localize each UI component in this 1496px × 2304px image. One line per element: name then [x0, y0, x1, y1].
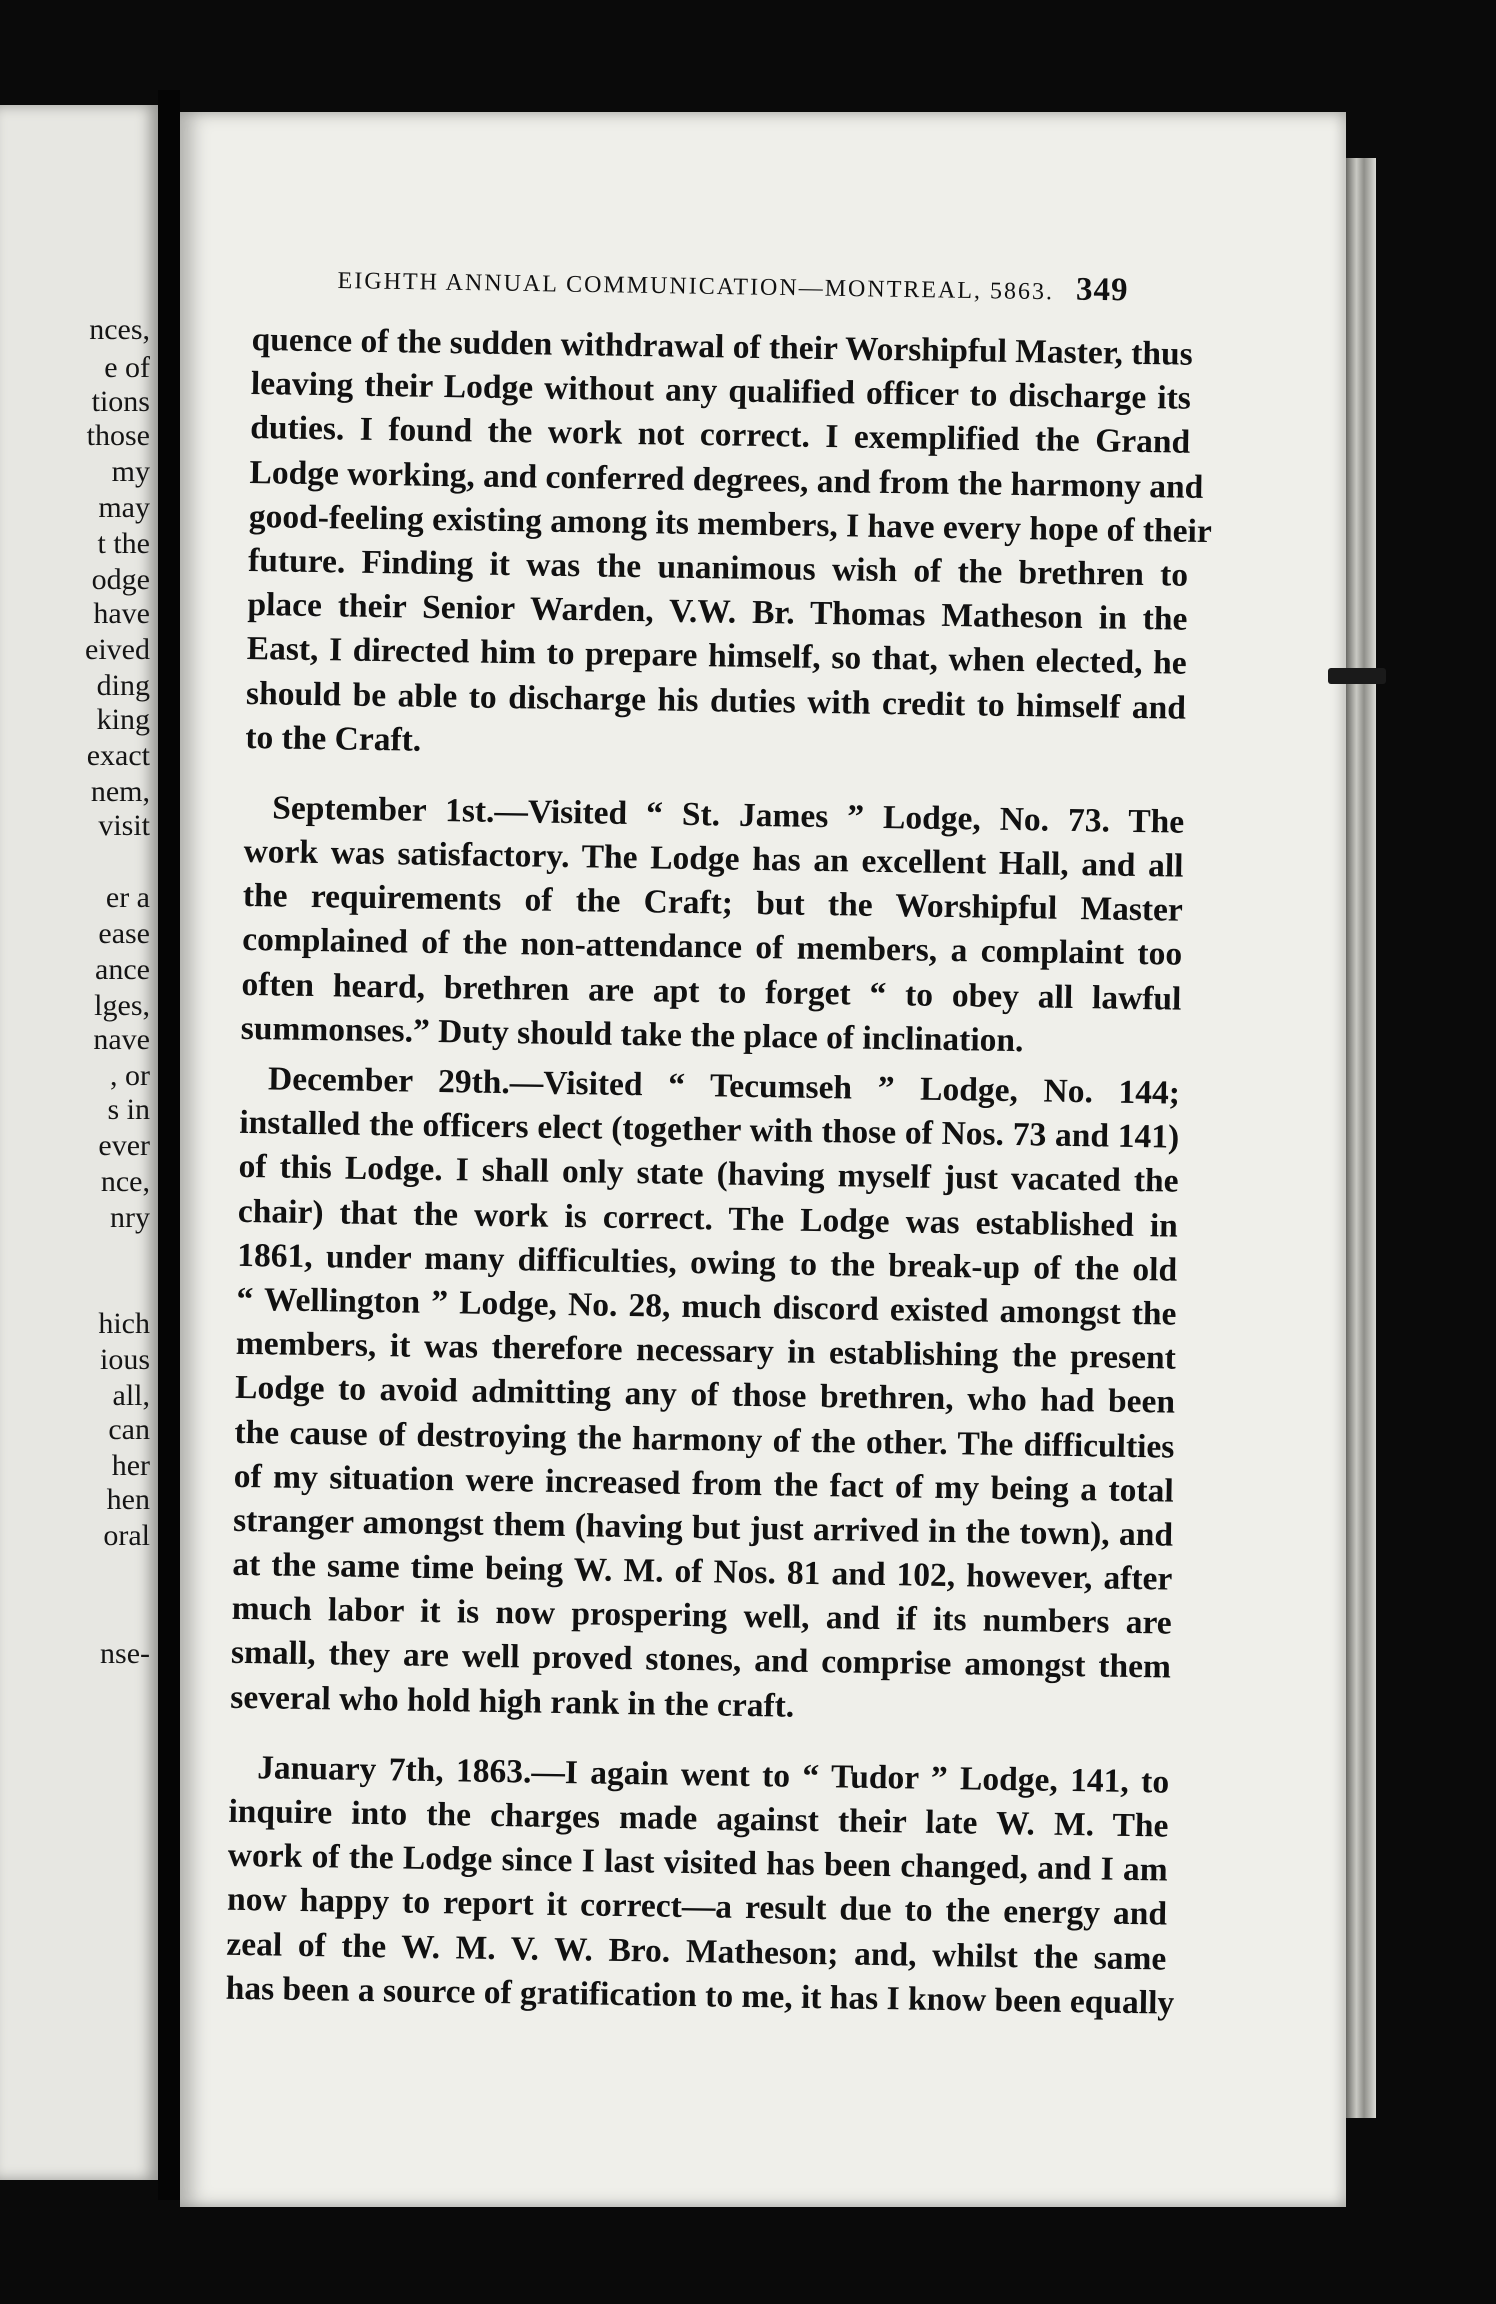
book-gutter: [158, 90, 180, 2200]
left-line: ever: [98, 1129, 150, 1162]
left-line: may: [98, 491, 150, 524]
left-line: nse-: [100, 1637, 150, 1670]
left-line: nry: [110, 1201, 150, 1234]
text-line: has been a source of gratification to me, it has I know been equally: [225, 1969, 1175, 2022]
text-line: complained of the non-attendance of members, a complaint too: [241, 921, 1183, 974]
text-line: future. Finding it was the unanimous wish of the brethren to: [247, 541, 1189, 594]
left-line: er a: [105, 881, 150, 914]
ribbon-marker: [1328, 668, 1386, 684]
paragraph: [240, 786, 1184, 1066]
left-line: e of: [104, 351, 150, 384]
body-text: [225, 318, 1213, 2025]
text-line: several who hold high rank in the craft.: [230, 1678, 795, 1725]
text-line: the cause of destroying the harmony of the other. The difficulties: [234, 1413, 1175, 1466]
text-line: now happy to report it correct—a result due to the energy and: [226, 1881, 1168, 1933]
left-line: nces,: [89, 313, 150, 346]
text-line: 1861, under many difficulties, owing to the break-up of the old: [236, 1236, 1178, 1289]
text-line: zeal of the W. M. V. W. Bro. Matheson; and, whilst the same: [226, 1925, 1167, 1978]
text-line: at the same time being W. M. of Nos. 81 and 102, however, after: [232, 1545, 1173, 1598]
left-line: , or: [110, 1059, 150, 1092]
left-line: king: [96, 703, 150, 736]
left-line: nave: [93, 1023, 150, 1056]
left-line: lges,: [94, 989, 150, 1022]
text-line: of my situation were increased from the fact of my being a total: [233, 1457, 1174, 1510]
left-line: hich: [98, 1307, 150, 1340]
left-line: all,: [112, 1379, 150, 1412]
left-line: nce,: [100, 1165, 150, 1198]
left-line: those: [86, 419, 150, 452]
left-line: ease: [98, 917, 150, 950]
text-line: Lodge working, and conferred degrees, and from the harmony and: [249, 453, 1204, 506]
text-line: stranger amongst them (having but just arrived in the town), and: [232, 1501, 1174, 1554]
paragraph: [225, 1746, 1175, 2026]
running-head: [337, 260, 1217, 311]
text-line: December 29th.—Visited “ Tecumseh ” Lodge, No. 144;: [267, 1060, 1181, 1112]
paragraph: [230, 1057, 1180, 1734]
text-line: “ Wellington ” Lodge, No. 28, much discord existed amongst the: [236, 1280, 1177, 1333]
left-line: hen: [106, 1483, 150, 1516]
text-line: chair) that the work is correct. The Lodge was established in: [237, 1192, 1179, 1245]
text-line: work of the Lodge since I last visited has been changed, and I am: [227, 1837, 1169, 1889]
left-line: exact: [86, 739, 150, 772]
text-line: Lodge to avoid admitting any of those brethren, who had been: [234, 1369, 1176, 1421]
text-line: January 7th, 1863.—I again went to “ Tudor ” Lodge, 141, to: [256, 1749, 1170, 1801]
left-line: oral: [103, 1519, 150, 1552]
left-line: ance: [95, 953, 150, 986]
text-line: good-feeling existing among its members, I have every hope of their: [248, 497, 1213, 550]
left-line: ding: [96, 669, 150, 702]
left-line: tions: [91, 385, 150, 418]
text-line: members, it was therefore necessary in establishing the present: [235, 1325, 1177, 1377]
previous-page-fragment: [0, 105, 158, 2180]
text-line: inquire into the charges made against their late W. M. The: [228, 1792, 1169, 1845]
text-line: quence of the sudden withdrawal of their Worshipful Master, thus: [251, 320, 1194, 373]
page-349: [180, 112, 1346, 2207]
text-line: of this Lodge. I shall only state (having myself just vacated the: [238, 1148, 1179, 1201]
left-line: nem,: [90, 775, 150, 808]
text-line: installed the officers elect (together with those of Nos. 73 and 141): [239, 1104, 1180, 1156]
left-line: visit: [98, 809, 150, 842]
text-line: small, they are well proved stones, and comprise amongst them: [230, 1634, 1172, 1687]
text-line: the requirements of the Craft; but the Worshipful Master: [242, 877, 1184, 929]
left-line: my: [111, 455, 150, 488]
text-line: summonses.” Duty should take the place of inclination.: [240, 1009, 1024, 1060]
page-number: 349: [1075, 271, 1129, 309]
paragraph: [245, 318, 1213, 775]
left-line: her: [111, 1449, 150, 1482]
text-line: duties. I found the work not correct. I exemplified the Grand: [249, 409, 1191, 462]
page-edge-strip: [1346, 158, 1376, 2118]
text-line: September 1st.—Visited “ St. James ” Lodge, No. 73. The: [272, 789, 1185, 841]
left-line: eived: [85, 633, 150, 666]
running-head-title: EIGHTH ANNUAL COMMUNICATION—MONTREAL, 5863.: [337, 267, 1055, 306]
left-line: have: [93, 597, 150, 630]
left-line: ious: [99, 1343, 150, 1376]
left-line: s in: [107, 1093, 150, 1126]
left-line: t the: [97, 527, 150, 560]
text-line: East, I directed him to prepare himself, so that, when elected, he: [246, 630, 1187, 683]
left-line: odge: [91, 563, 150, 596]
text-line: place their Senior Warden, V.W. Br. Thomas Matheson in the: [247, 586, 1188, 638]
text-line: much labor it is now prospering well, and if its numbers are: [231, 1590, 1172, 1642]
text-line: should be able to discharge his duties with credit to himself and: [245, 674, 1187, 727]
text-line: often heard, brethren are apt to forget “ to obey all lawful: [241, 965, 1182, 1018]
text-line: work was satisfactory. The Lodge has an excellent Hall, and all: [243, 832, 1184, 885]
text-line: leaving their Lodge without any qualified officer to discharge its: [250, 365, 1192, 417]
left-line: can: [108, 1413, 150, 1446]
text-line: to the Craft.: [245, 718, 422, 759]
